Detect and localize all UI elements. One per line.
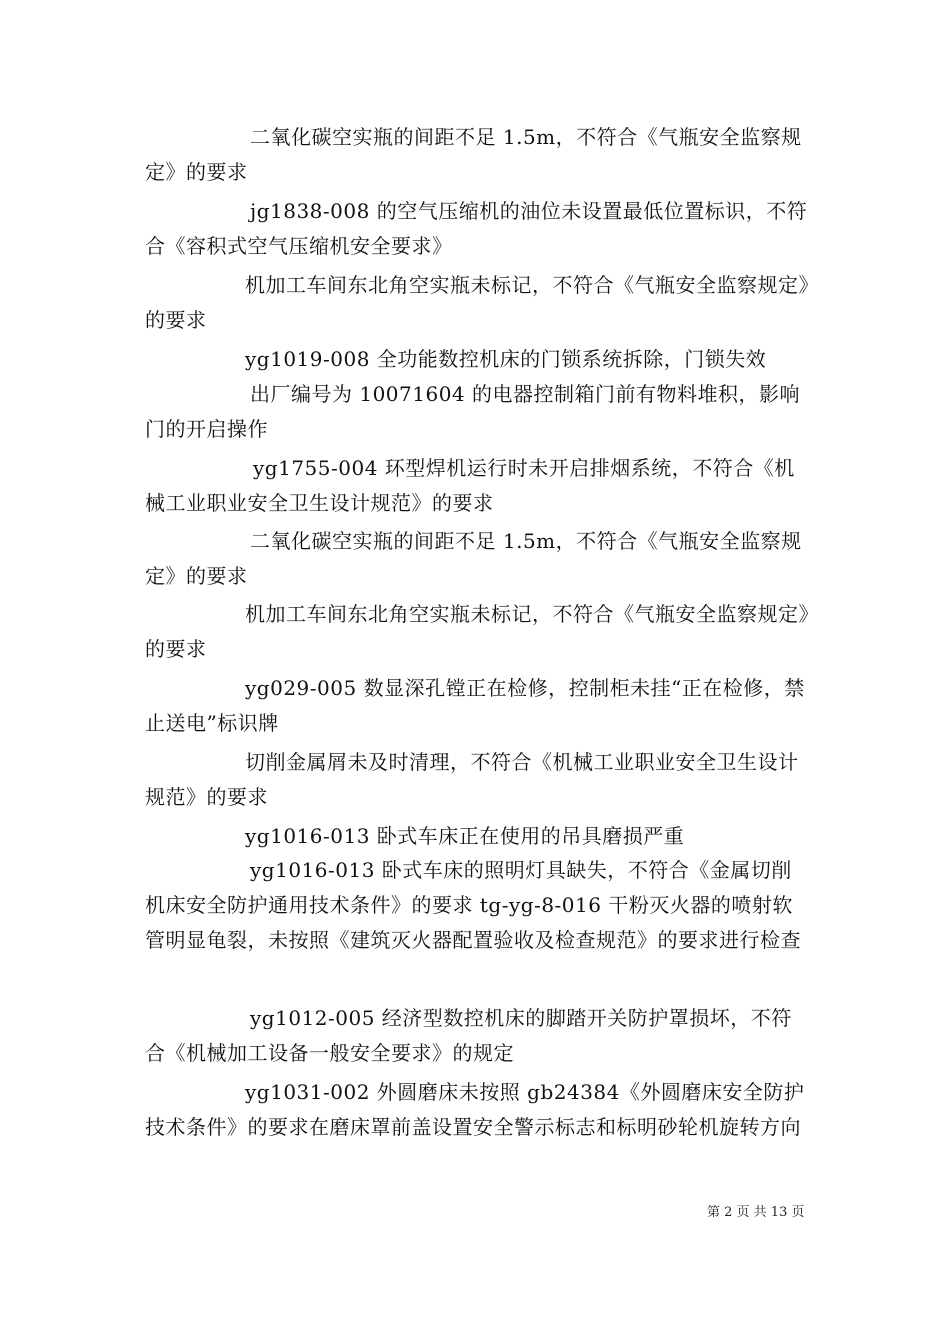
paragraph-8: 机加工车间东北角空实瓶未标记，不符合《气瓶安全监察规定》的要求 (145, 602, 809, 661)
paragraph-7: 二氧化碳空实瓶的间距不足 1.5m，不符合《气瓶安全监察规定》的要求 (145, 529, 802, 588)
paragraph-3: 机加工车间东北角空实瓶未标记，不符合《气瓶安全监察规定》的要求 (145, 273, 809, 332)
paragraph-11: yg1016-013 卧式车床正在使用的吊具磨损严重 (245, 824, 685, 848)
paragraph-14: yg1031-002 外圆磨床未按照 gb24384《外圆磨床安全防护技术条件》的要求在磨床罩前盖设置安全警示标志和标明砂轮机旋转方向 (145, 1080, 805, 1139)
paragraph-9: yg029-005 数显深孔镗正在检修，控制柜未挂“正在检修，禁止送电”标识牌 (145, 676, 805, 735)
paragraph-12: yg1016-013 卧式车床的照明灯具缺失，不符合《金属切削机床安全防护通用技术条件》的要求 tg-yg-8-016 干粉灭火器的喷射软管明显龟裂，未按照《建筑灭火器配置验收及检查规范》的要求进行检查 (145, 858, 801, 952)
paragraph-4: yg1019-008 全功能数控机床的门锁系统拆除，门锁失效 (245, 347, 767, 371)
page-number-footer: 第 2 页 共 13 页 (707, 1205, 805, 1220)
paragraph-6: yg1755-004 环型焊机运行时未开启排烟系统，不符合《机械工业职业安全卫生设计规范》的要求 (145, 456, 795, 515)
paragraph-1: 二氧化碳空实瓶的间距不足 1.5m，不符合《气瓶安全监察规定》的要求 (145, 125, 802, 184)
paragraph-13: yg1012-005 经济型数控机床的脚踏开关防护罩损坏，不符合《机械加工设备一般安全要求》的规定 (145, 1006, 792, 1065)
paragraph-5: 出厂编号为 10071604 的电器控制箱门前有物料堆积，影响门的开启操作 (145, 382, 801, 441)
paragraph-10: 切削金属屑未及时清理，不符合《机械工业职业安全卫生设计规范》的要求 (145, 750, 799, 809)
paragraph-2: jg1838-008 的空气压缩机的油位未设置最低位置标识，不符合《容积式空气压缩机安全要求》 (145, 199, 808, 258)
